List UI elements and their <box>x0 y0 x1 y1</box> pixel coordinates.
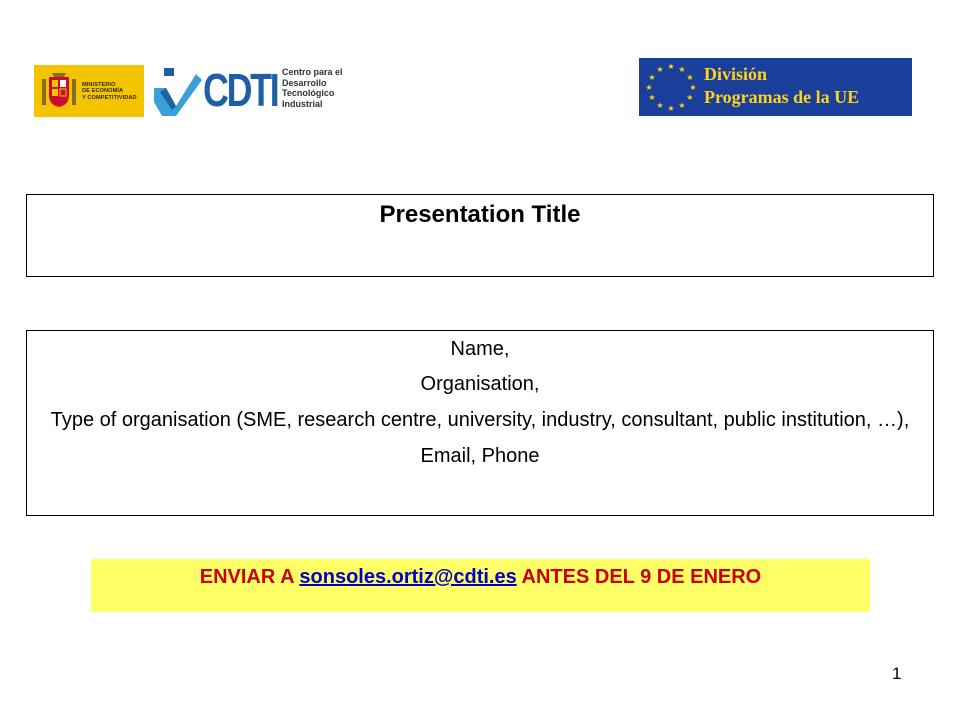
cdti-subtitle: Centro para el Desarrollo Tecnológico Industrial <box>282 67 343 109</box>
ministerio-name: MINISTERIO DE ECONOMÍA Y COMPETITIVIDAD <box>82 82 137 101</box>
title-box <box>26 194 934 277</box>
cdti-wordmark: CDTI <box>203 64 278 116</box>
svg-text:★: ★ <box>678 65 686 74</box>
cdti-check-icon <box>152 66 204 118</box>
spanish-coat-of-arms-icon <box>40 71 78 111</box>
page-number: 1 <box>892 664 902 683</box>
email-link[interactable]: sonsoles.ortiz@cdti.es <box>299 566 517 588</box>
send-suffix: ANTES DEL 9 DE ENERO <box>516 566 762 588</box>
name-line: Name, <box>450 338 510 360</box>
svg-text:★: ★ <box>645 83 653 92</box>
svg-text:★: ★ <box>667 104 675 113</box>
presentation-title: Presentation Title <box>379 201 581 228</box>
send-instruction-box <box>91 559 870 612</box>
svg-text:★: ★ <box>656 65 664 74</box>
svg-text:★: ★ <box>648 93 656 102</box>
organisation-line: Organisation, <box>420 373 540 395</box>
eu-division-text: División Programas de la UE <box>704 64 860 107</box>
send-instruction <box>91 566 870 589</box>
author-info-box <box>26 330 934 516</box>
ministerio-logo <box>34 65 144 117</box>
eu-division-banner <box>639 58 912 116</box>
svg-text:★: ★ <box>689 83 697 92</box>
svg-text:★: ★ <box>648 73 656 82</box>
eu-stars-icon <box>643 60 699 114</box>
svg-text:★: ★ <box>656 101 664 110</box>
contact-line: Email, Phone <box>420 445 540 467</box>
svg-text:★: ★ <box>678 101 686 110</box>
svg-text:★: ★ <box>667 62 675 71</box>
svg-text:★: ★ <box>686 93 694 102</box>
organisation-type-line: Type of organisation (SME, research centre, university, industry, consultant, public institution, …), <box>50 409 910 431</box>
send-prefix: ENVIAR A <box>199 566 300 588</box>
svg-text:★: ★ <box>686 73 694 82</box>
